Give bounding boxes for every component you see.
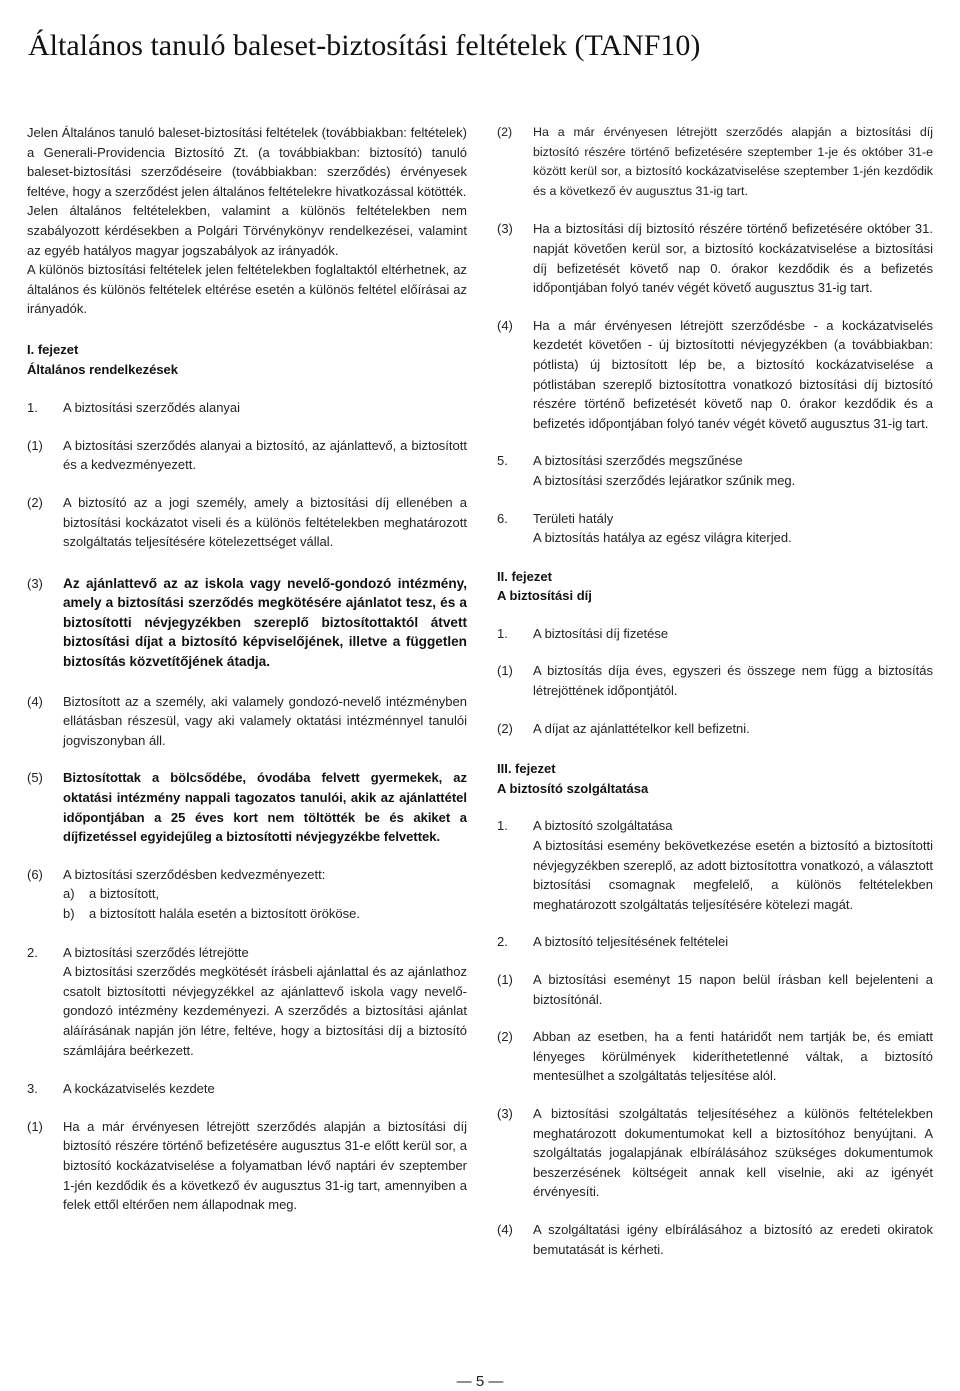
item-text: A biztosítás díja éves, egyszeri és összege nem függ a biztosítás létrejöttének időpontjától. xyxy=(533,663,933,699)
section-number: 1. xyxy=(497,625,508,641)
section-text: A biztosítási esemény bekövetkezése esetén a biztosító a biztosítotti névjegyzékben szereplő, az adott biztosítottra vonatkozó, a választott biztosítási csomagnak megfelelő, a különös feltételekben meghatározott szolgáltatás teljesítésére kötelezi magát. xyxy=(533,838,933,912)
chapter-title: Általános rendelkezések xyxy=(27,361,179,377)
section-number: 6. xyxy=(497,510,508,526)
list-item xyxy=(497,719,933,739)
chapter-number: III. fejezet xyxy=(497,761,556,777)
list-item xyxy=(497,1220,933,1259)
item-number: (2) xyxy=(497,125,513,139)
page-number: — 5 — xyxy=(456,1373,504,1390)
section-number: 1. xyxy=(497,818,508,834)
item-letter: b) xyxy=(63,906,75,921)
chapter-title: A biztosítási díj xyxy=(497,588,592,604)
item-number: (2) xyxy=(497,1029,513,1045)
list-item xyxy=(497,123,933,201)
item-number: (2) xyxy=(497,720,513,736)
page-title: Általános tanuló baleset-biztosítási feltételek (TANF10) xyxy=(28,29,701,62)
list-item xyxy=(497,970,933,1009)
section-heading xyxy=(27,398,467,418)
item-text: Az ajánlattevő az az iskola vagy nevelő-gondozó intézmény, amely a biztosítási szerződés megkötésére ajánlatot tesz, és a biztosítotti névjegyzékben szereplő biztosítottaktól átvett biztosítási díjat a biztosító képviselőjének, illetve a független biztosítás közvetítőjének átadja. xyxy=(63,575,467,670)
item-number: (3) xyxy=(497,221,513,237)
intro-paragraph: Jelen Általános tanuló baleset-biztosítási feltételek (továbbiakban: feltételek) a Generali-Providencia Biztosító Zt. (a továbbiakban: biztosító) tanuló baleset-biztosítási szerződéseire (továbbiakban: szerződés) érvényesek feltéve, hogy a szerződést jelen általános feltételekre hivatkozással kötötték. xyxy=(27,125,467,199)
chapter-number: II. fejezet xyxy=(497,568,552,584)
item-text: Ha a már érvényesen létrejött szerződés alapján a biztosítási díj biztosító részére történő befizetésére augusztus 31-e előtt kerül sor, a biztosító kockázatviselése a folyamatban lévő naptári év szeptember 1-jén kezdődik és a következő év augusztus 31-ig tart, amennyiben a felek ettől eltérően nem állapodnak meg. xyxy=(63,1118,467,1213)
item-number: (3) xyxy=(27,575,43,591)
list-item xyxy=(497,1027,933,1086)
section-title: A biztosító szolgáltatása xyxy=(533,818,673,834)
section-text: A biztosítási szerződés lejáratkor szűnik meg. xyxy=(533,472,796,488)
section-text: A biztosítás hatálya az egész világra kiterjed. xyxy=(533,530,792,546)
item-number: (4) xyxy=(497,1221,513,1237)
item-text: Biztosítottak a bölcsődébe, óvodába felvett gyermekek, az oktatási intézmény nappali tagozatos tanulói, akik az ajánlattétel időpontjában a 25 éves kort nem töltötték be és akiket a díjfizetéssel egyidejűleg a biztosítotti névjegyzékbe felvettek. xyxy=(63,770,467,845)
item-number: (6) xyxy=(27,866,43,882)
item-text: A biztosítási eseményt 15 napon belül írásban kell bejelenteni a biztosítónál. xyxy=(533,972,933,1007)
list-item xyxy=(497,316,933,434)
item-number: (2) xyxy=(27,494,43,510)
item-number: (1) xyxy=(497,972,513,987)
section-title: A biztosítási szerződés alanyai xyxy=(63,400,241,416)
section-heading xyxy=(497,932,933,952)
list-item xyxy=(27,692,467,751)
section-number: 2. xyxy=(27,944,38,960)
section-number: 3. xyxy=(27,1081,38,1097)
item-text: Ha a biztosítási díj biztosító részére történő befizetésére október 31. napját követően kerül sor, a biztosító kockázatviselése a biztosítási díj befizetését követő nap 0. órakor kezdődik és a befizetés időpontjában folyó tanév végét követő augusztus 31-ig tart. xyxy=(533,221,933,296)
item-number: (1) xyxy=(27,1118,43,1134)
item-text: a biztosított halála esetén a biztosított örököse. xyxy=(89,906,360,921)
section-text: A biztosítási szerződés megkötését írásbeli ajánlattal és az ajánlathoz csatolt biztosítotti névjegyzékkel az ajánlattevő iskola vagy nevelő-gondozó intézmény kezdeményezi. A szerződés a biztosítási ajánlat aláírásának napján jön létre, feltéve, hogy a biztosítási díj a biztosító számlájára beérkezett. xyxy=(63,964,467,1058)
item-text: Biztosított az a személy, aki valamely gondozó-nevelő intézményben ellátásban részesül, vagy aki valamely oktatási intézménnyel tanulói jogviszonyban áll. xyxy=(63,693,467,748)
section-heading xyxy=(497,816,933,836)
list-item xyxy=(497,219,933,297)
list-item xyxy=(27,436,467,475)
item-text: A biztosító az a jogi személy, amely a biztosítási díj ellenében a biztosítási kockázatot viseli és a különös feltételekben meghatározott szolgáltatás teljesítésére kötelezettséget vállal. xyxy=(63,494,467,550)
chapter-number: I. fejezet xyxy=(27,341,79,357)
list-item xyxy=(27,493,467,552)
item-number: (4) xyxy=(27,693,43,709)
chapter-title: A biztosító szolgáltatása xyxy=(497,780,649,796)
item-text: A biztosítási szerződés alanyai a biztosító, az ajánlattevő, a biztosított és a kedvezményezett. xyxy=(63,437,467,473)
chapter-heading xyxy=(497,567,933,606)
left-column xyxy=(27,123,467,1215)
list-item xyxy=(27,768,467,846)
item-text: a biztosított, xyxy=(89,886,160,902)
chapter-heading xyxy=(497,759,933,798)
section-heading xyxy=(497,451,933,471)
section-title: A biztosítási díj fizetése xyxy=(533,625,669,641)
section-number: 2. xyxy=(497,934,508,950)
item-letter: a) xyxy=(63,886,75,902)
chapter-heading xyxy=(27,340,467,379)
item-number: (1) xyxy=(497,663,513,679)
list-item xyxy=(497,661,933,700)
intro-paragraph: Jelen általános feltételekben, valamint a különös feltételekben nem szabályozott kérdésekben a Polgári Törvénykönyv rendelkezései, valamint az egyéb hatályos magyar jogszabályok az irányadók. xyxy=(27,203,467,258)
list-item xyxy=(27,1117,467,1215)
item-text: Ha a már érvényesen létrejött szerződés alapján a biztosítási díj biztosító részére történő befizetésére szeptember 1-je és október 31-e között kerül sor, a biztosító kockázatviselése szeptember 1-jén kezdődik és a következő év augusztus 31-ig tart. xyxy=(533,125,933,198)
section-heading xyxy=(27,943,467,963)
section-title: A kockázatviselés kezdete xyxy=(63,1081,215,1097)
list-item xyxy=(63,904,467,924)
section-title: A biztosítási szerződés megszűnése xyxy=(533,453,743,469)
list-item xyxy=(27,865,467,885)
list-item xyxy=(63,884,467,904)
item-number: (4) xyxy=(497,317,513,333)
section-number: 1. xyxy=(27,400,38,416)
section-heading xyxy=(27,1079,467,1099)
section-title: A biztosító teljesítésének feltételei xyxy=(533,934,729,950)
section-heading xyxy=(497,509,933,529)
section-title: Területi hatály xyxy=(533,510,614,526)
list-item xyxy=(497,1104,933,1202)
item-text: Ha a már érvényesen létrejött szerződésbe - a kockázatviselés kezdetét követően - új biztosítotti névjegyzékben (a továbbiakban: pótlista) új biztosított lép be, a biztosító kockázatviselése a pótlistában szereplő biztosítottra vonatkozó biztosítási díj biztosító részére történő befizetését követő nap 0. órakor kezdődik és a befizetés időpontjában folyó tanév végét követő augusztus 31-ig tart. xyxy=(533,317,933,431)
item-number: (3) xyxy=(497,1105,513,1121)
item-text: A szolgáltatási igény elbírálásához a biztosító az eredeti okiratok bemutatását is kérheti. xyxy=(533,1221,933,1257)
item-number: (1) xyxy=(27,437,43,453)
item-text: A biztosítási szerződésben kedvezményezett: xyxy=(63,866,326,882)
section-heading xyxy=(497,624,933,644)
item-number: (5) xyxy=(27,770,43,786)
item-text: A díjat az ajánlattételkor kell befizetni. xyxy=(533,720,750,736)
right-column xyxy=(497,123,933,1259)
list-item xyxy=(27,574,467,672)
section-title: A biztosítási szerződés létrejötte xyxy=(63,944,249,960)
intro-paragraph: A különös biztosítási feltételek jelen feltételekben foglaltaktól eltérhetnek, az általános és különös feltételek eltérése esetén a különös feltétel előírásai az irányadók. xyxy=(27,262,467,317)
item-text: A biztosítási szolgáltatás teljesítéséhez a különös feltételekben meghatározott dokumentumokat kell a biztosítóhoz benyújtani. A szolgáltatás jogalapjának elbírálásához szükséges dokumentumok beszerzésének költségeit annak kell viselnie, aki az igényét érvényesíti. xyxy=(533,1105,933,1200)
item-text: Abban az esetben, ha a fenti határidőt nem tartják be, és emiatt lényeges körülmények kideríthetetlenné váltak, a biztosító mentesülhet a szolgáltatás teljesítése alól. xyxy=(533,1029,933,1084)
beneficiary-list xyxy=(63,884,467,923)
section-number: 5. xyxy=(497,453,508,469)
